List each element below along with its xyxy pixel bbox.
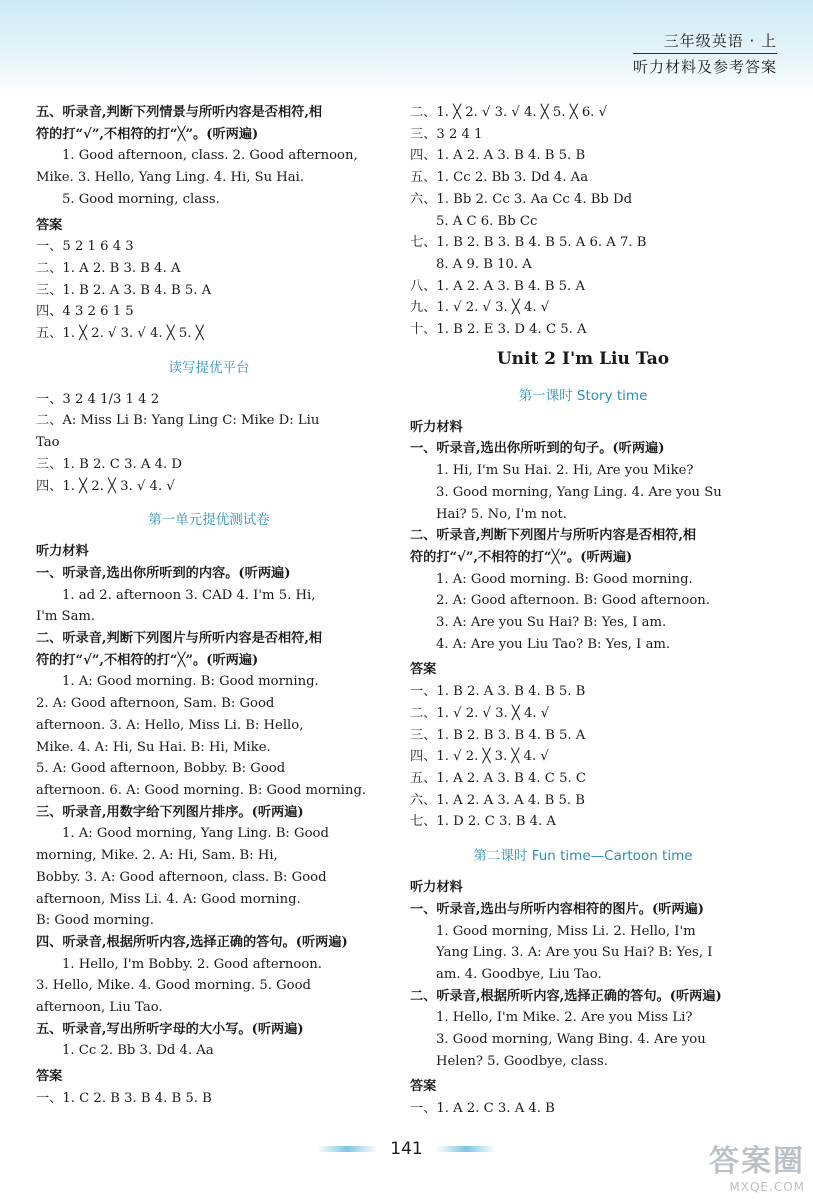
section-title: 听力材料及参考答案	[632, 58, 777, 76]
text-line: 二、1. √ 2. √ 3. ╳ 4. √	[410, 705, 550, 721]
question-heading: 三、听录音,用数字给下列图片排序。(听两遍)	[36, 804, 304, 820]
text-line: 三、1. B 2. C 3. A 4. D	[36, 456, 182, 472]
text-line: 十、1. B 2. E 3. D 4. C 5. A	[410, 322, 587, 338]
text-line: Bobby. 3. A: Good afternoon, class. B: Good	[36, 869, 327, 885]
page-footer	[0, 1138, 813, 1159]
footer-ornament-left	[317, 1146, 377, 1152]
text-line: 八、1. A 2. A 3. B 4. B 5. A	[410, 278, 585, 294]
section-heading: 第一课时 Story time	[518, 387, 648, 404]
text-line: 1. Good afternoon, class. 2. Good afternoon,	[62, 148, 358, 164]
text-line: 3. Good morning, Yang Ling. 4. Are you Su	[436, 484, 722, 500]
text-line: 3. A: Are you Su Hai? B: Yes, I am.	[436, 615, 667, 631]
text-line: I'm Sam.	[36, 609, 96, 625]
watermark	[709, 1136, 805, 1194]
text-line: 六、1. Bb 2. Cc 3. Aa Cc 4. Bb Dd	[410, 191, 633, 207]
text-line: morning, Mike. 2. A: Hi, Sam. B: Hi,	[36, 848, 278, 864]
text-line: 1. Hello, I'm Mike. 2. Are you Miss Li?	[436, 1010, 693, 1026]
text-line: 1. A: Good morning. B: Good morning.	[436, 571, 693, 587]
text-line: 五、1. A 2. A 3. B 4. C 5. C	[410, 770, 586, 786]
text-line: 1. A: Good morning, Yang Ling. B: Good	[62, 826, 329, 842]
text-line: 2. A: Good afternoon, Sam. B: Good	[36, 696, 275, 712]
block-label: 听力材料	[410, 880, 463, 896]
text-line: 一、1. B 2. A 3. B 4. B 5. B	[410, 684, 586, 700]
block-label: 答案	[410, 662, 437, 678]
text-line: Mike. 3. Hello, Yang Ling. 4. Hi, Su Hai.	[36, 170, 305, 186]
text-line: afternoon. 6. A: Good morning. B: Good morning.	[36, 782, 367, 798]
text-line: 1. Cc 2. Bb 3. Dd 4. Aa	[62, 1043, 214, 1059]
text-line: 三、3 2 4 1	[410, 126, 483, 142]
text-line: afternoon, Liu Tao.	[36, 1000, 163, 1016]
text-line: 一、1. C 2. B 3. B 4. B 5. B	[36, 1090, 212, 1106]
text-line: 九、1. √ 2. √ 3. ╳ 4. √	[410, 300, 550, 316]
text-line: 一、3 2 4 1/3 1 4 2	[36, 391, 160, 407]
text-line: 5. A C 6. Bb Cc	[436, 213, 538, 229]
text-line: 8. A 9. B 10. A	[436, 256, 532, 272]
text-line: 5. Good morning, class.	[62, 191, 220, 207]
question-heading: 二、听录音,根据所听内容,选择正确的答句。(听两遍)	[410, 988, 722, 1004]
text-line: 四、1. A 2. A 3. B 4. B 5. B	[410, 148, 586, 164]
text-line: 3. Hello, Mike. 4. Good morning. 5. Good	[36, 978, 311, 994]
section-heading: 第一单元提优测试卷	[148, 512, 270, 529]
text-line: 四、1. √ 2. ╳ 3. ╳ 4. √	[410, 749, 549, 765]
question-heading: 二、听录音,判断下列图片与所听内容是否相符,相	[410, 528, 697, 544]
text-line: 二、1. A 2. B 3. B 4. A	[36, 260, 181, 276]
text-line: 1. Hello, I'm Bobby. 2. Good afternoon.	[62, 956, 322, 972]
text-line: 五、1. ╳ 2. √ 3. √ 4. ╳ 5. ╳	[36, 326, 204, 342]
question-heading: 五、听录音,判断下列情景与所听内容是否相符,相	[36, 105, 323, 120]
text-line: 七、1. D 2. C 3. B 4. A	[410, 814, 556, 830]
book-title: 三年级英语 · 上	[633, 30, 777, 54]
text-line: 2. A: Good afternoon. B: Good afternoon.	[436, 593, 710, 609]
footer-ornament-right	[436, 1146, 496, 1152]
text-line: Hai? 5. No, I'm not.	[436, 506, 567, 522]
text-line: Helen? 5. Goodbye, class.	[436, 1053, 608, 1069]
question-heading: 一、听录音,选出你所听到的句子。(听两遍)	[410, 441, 665, 457]
left-column	[36, 102, 382, 1110]
text-line: Mike. 4. A: Hi, Su Hai. B: Hi, Mike.	[36, 739, 271, 755]
question-heading: 一、听录音,选出你所听到的内容。(听两遍)	[36, 565, 291, 581]
block-label: 答案	[410, 1079, 437, 1095]
block-label: 听力材料	[36, 544, 89, 560]
text-line: Tao	[36, 435, 60, 451]
question-heading: 二、听录音,判断下列图片与所听内容是否相符,相	[36, 631, 323, 647]
text-line: 一、5 2 1 6 4 3	[36, 239, 134, 255]
text-line: 四、4 3 2 6 1 5	[36, 304, 134, 320]
section-heading: 第二课时 Fun time—Cartoon time	[473, 848, 693, 865]
text-line: 五、1. Cc 2. Bb 3. Dd 4. Aa	[410, 170, 589, 186]
question-heading: 一、听录音,选出与所听内容相符的图片。(听两遍)	[410, 901, 705, 917]
text-line: 一、1. A 2. C 3. A 4. B	[410, 1101, 555, 1117]
block-label: 听力材料	[410, 419, 463, 435]
text-line: 5. A: Good afternoon, Bobby. B: Good	[36, 761, 286, 777]
text-line: afternoon, Miss Li. 4. A: Good morning.	[36, 891, 301, 907]
right-column	[410, 102, 756, 1120]
page-number: 141	[390, 1138, 423, 1159]
text-line: 四、1. ╳ 2. ╳ 3. √ 4. √	[36, 478, 175, 494]
running-header	[633, 30, 777, 77]
text-line: 二、1. ╳ 2. √ 3. √ 4. ╳ 5. ╳ 6. √	[410, 105, 608, 120]
text-line: B: Good morning.	[36, 913, 154, 929]
question-heading: 符的打“√”,不相符的打“╳”。(听两遍)	[36, 126, 259, 142]
text-line: 三、1. B 2. A 3. B 4. B 5. A	[36, 282, 212, 298]
block-label: 答案	[36, 217, 63, 233]
question-heading: 符的打“√”,不相符的打“╳”。(听两遍)	[36, 652, 259, 668]
text-line: Yang Ling. 3. A: Are you Su Hai? B: Yes, I	[436, 945, 713, 961]
text-line: 七、1. B 2. B 3. B 4. B 5. A 6. A 7. B	[410, 235, 647, 251]
text-line: am. 4. Goodbye, Liu Tao.	[436, 966, 602, 982]
question-heading: 四、听录音,根据所听内容,选择正确的答句。(听两遍)	[36, 934, 348, 950]
text-line: 六、1. A 2. A 3. A 4. B 5. B	[410, 792, 585, 808]
unit-heading: Unit 2 I'm Liu Tao	[496, 348, 670, 369]
watermark-url: MXQE.COM	[729, 1180, 805, 1194]
section-heading: 读写提优平台	[168, 359, 250, 376]
text-line: 1. A: Good morning. B: Good morning.	[62, 674, 319, 690]
text-line: 1. ad 2. afternoon 3. CAD 4. I'm 5. Hi,	[62, 587, 316, 603]
question-heading: 五、听录音,写出所听字母的大小写。(听两遍)	[36, 1021, 304, 1037]
text-line: 4. A: Are you Liu Tao? B: Yes, I am.	[436, 636, 671, 652]
question-heading: 符的打“√”,不相符的打“╳”。(听两遍)	[410, 549, 633, 565]
block-label: 答案	[36, 1069, 63, 1085]
text-line: 1. Hi, I'm Su Hai. 2. Hi, Are you Mike?	[436, 463, 694, 479]
text-line: afternoon. 3. A: Hello, Miss Li. B: Hello,	[36, 717, 304, 733]
text-line: 1. Good morning, Miss Li. 2. Hello, I'm	[436, 923, 696, 939]
text-line: 三、1. B 2. B 3. B 4. B 5. A	[410, 727, 586, 743]
text-line: 3. Good morning, Wang Bing. 4. Are you	[436, 1032, 706, 1048]
watermark-logo-text: 答案圈	[709, 1144, 805, 1179]
text-line: 二、A: Miss Li B: Yang Ling C: Mike D: Liu	[36, 413, 320, 429]
